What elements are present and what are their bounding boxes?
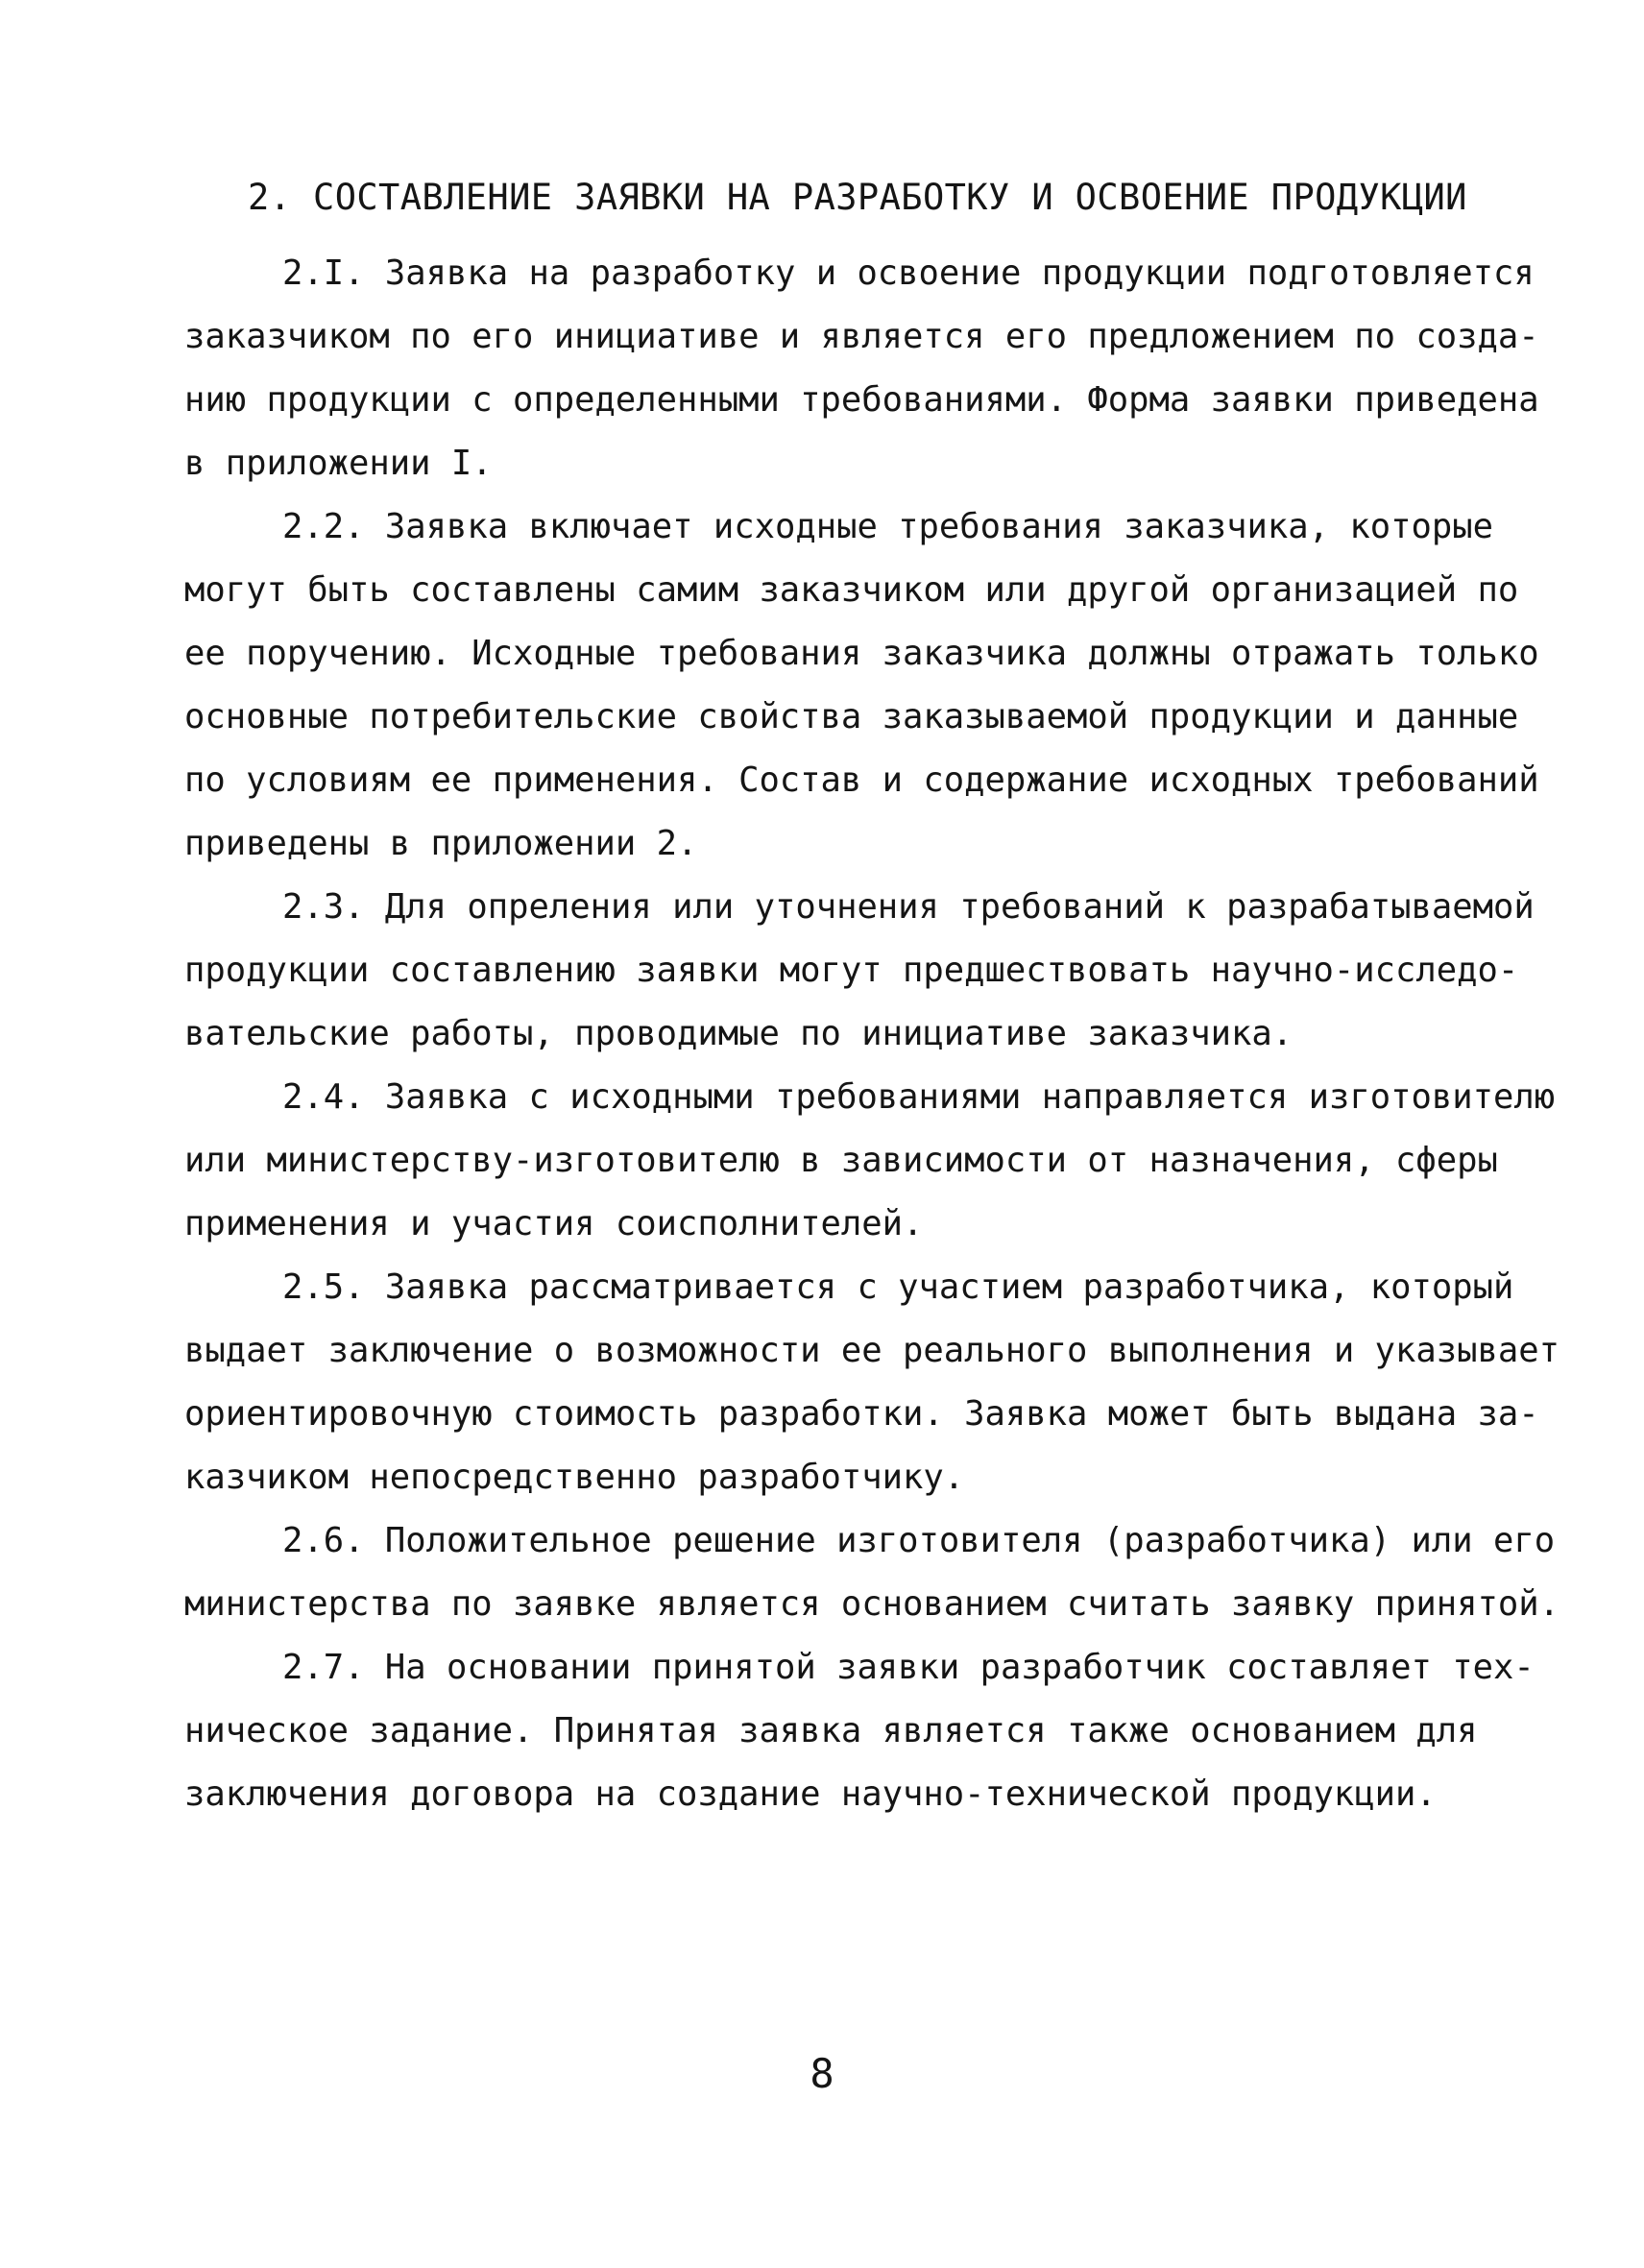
paragraph-line: казчиком непосредственно разработчику.	[184, 1458, 965, 1497]
paragraph-2-3	[184, 876, 1535, 1066]
paragraph-2-5	[184, 1256, 1559, 1509]
paragraph-line: 2.I. Заявка на разработку и освоение продукции подготовляется	[282, 253, 1535, 293]
paragraph-line: могут быть составлены самим заказчиком или другой организацией по	[184, 570, 1519, 610]
paragraph-line: 2.6. Положительное решение изготовителя (разработчика) или его	[282, 1521, 1556, 1560]
paragraph-line: заказчиком по его инициативе и является его предложением по созда-	[184, 317, 1539, 356]
paragraph-line: вательские работы, проводимые по инициативе заказчика.	[184, 1014, 1293, 1053]
paragraph-line: заключения договора на создание научно-технической продукции.	[184, 1774, 1437, 1814]
paragraph-2-6	[184, 1509, 1559, 1636]
paragraph-2-7	[184, 1636, 1535, 1826]
paragraph-2-2	[184, 495, 1539, 876]
section-body	[184, 242, 1559, 1826]
paragraph-line: основные потребительские свойства заказываемой продукции и данные	[184, 697, 1519, 736]
paragraph-line: ее поручению. Исходные требования заказчика должны отражать только	[184, 634, 1539, 673]
paragraph-line: применения и участия соисполнителей.	[184, 1204, 924, 1243]
paragraph-2-1	[184, 242, 1539, 495]
paragraph-line: ническое задание. Принятая заявка является также основанием для	[184, 1711, 1478, 1750]
paragraph-line: 2.5. Заявка рассматривается с участием разработчика, который	[282, 1267, 1514, 1307]
paragraph-line: министерства по заявке является основанием считать заявку принятой.	[184, 1584, 1559, 1624]
paragraph-line: 2.2. Заявка включает исходные требования заказчика, которые	[282, 507, 1493, 546]
paragraph-line: 2.3. Для опреления или уточнения требований к разрабатываемой	[282, 887, 1535, 927]
paragraph-line: ориентировочную стоимость разработки. Заявка может быть выдана за-	[184, 1394, 1539, 1434]
paragraph-line: или министерству-изготовителю в зависимости от назначения, сферы	[184, 1141, 1498, 1180]
paragraph-line: выдает заключение о возможности ее реального выполнения и указывает	[184, 1331, 1559, 1370]
paragraph-line: нию продукции с определенными требованиями. Форма заявки приведена	[184, 380, 1539, 420]
section-heading: 2. СОСТАВЛЕНИЕ ЗАЯВКИ НА РАЗРАБОТКУ И ОСВОЕНИЕ ПРОДУКЦИИ	[248, 177, 1467, 218]
paragraph-2-4	[184, 1066, 1556, 1256]
paragraph-line: продукции составлению заявки могут предшествовать научно-исследо-	[184, 951, 1519, 990]
page-number: 8	[810, 2050, 834, 2097]
paragraph-line: 2.4. Заявка с исходными требованиями направляется изготовителю	[282, 1077, 1556, 1117]
paragraph-line: 2.7. На основании принятой заявки разработчик составляет тех-	[282, 1648, 1535, 1687]
paragraph-line: по условиям ее применения. Состав и содержание исходных требований	[184, 760, 1539, 800]
paragraph-line: в приложении I.	[184, 444, 493, 483]
paragraph-line: приведены в приложении 2.	[184, 824, 698, 863]
